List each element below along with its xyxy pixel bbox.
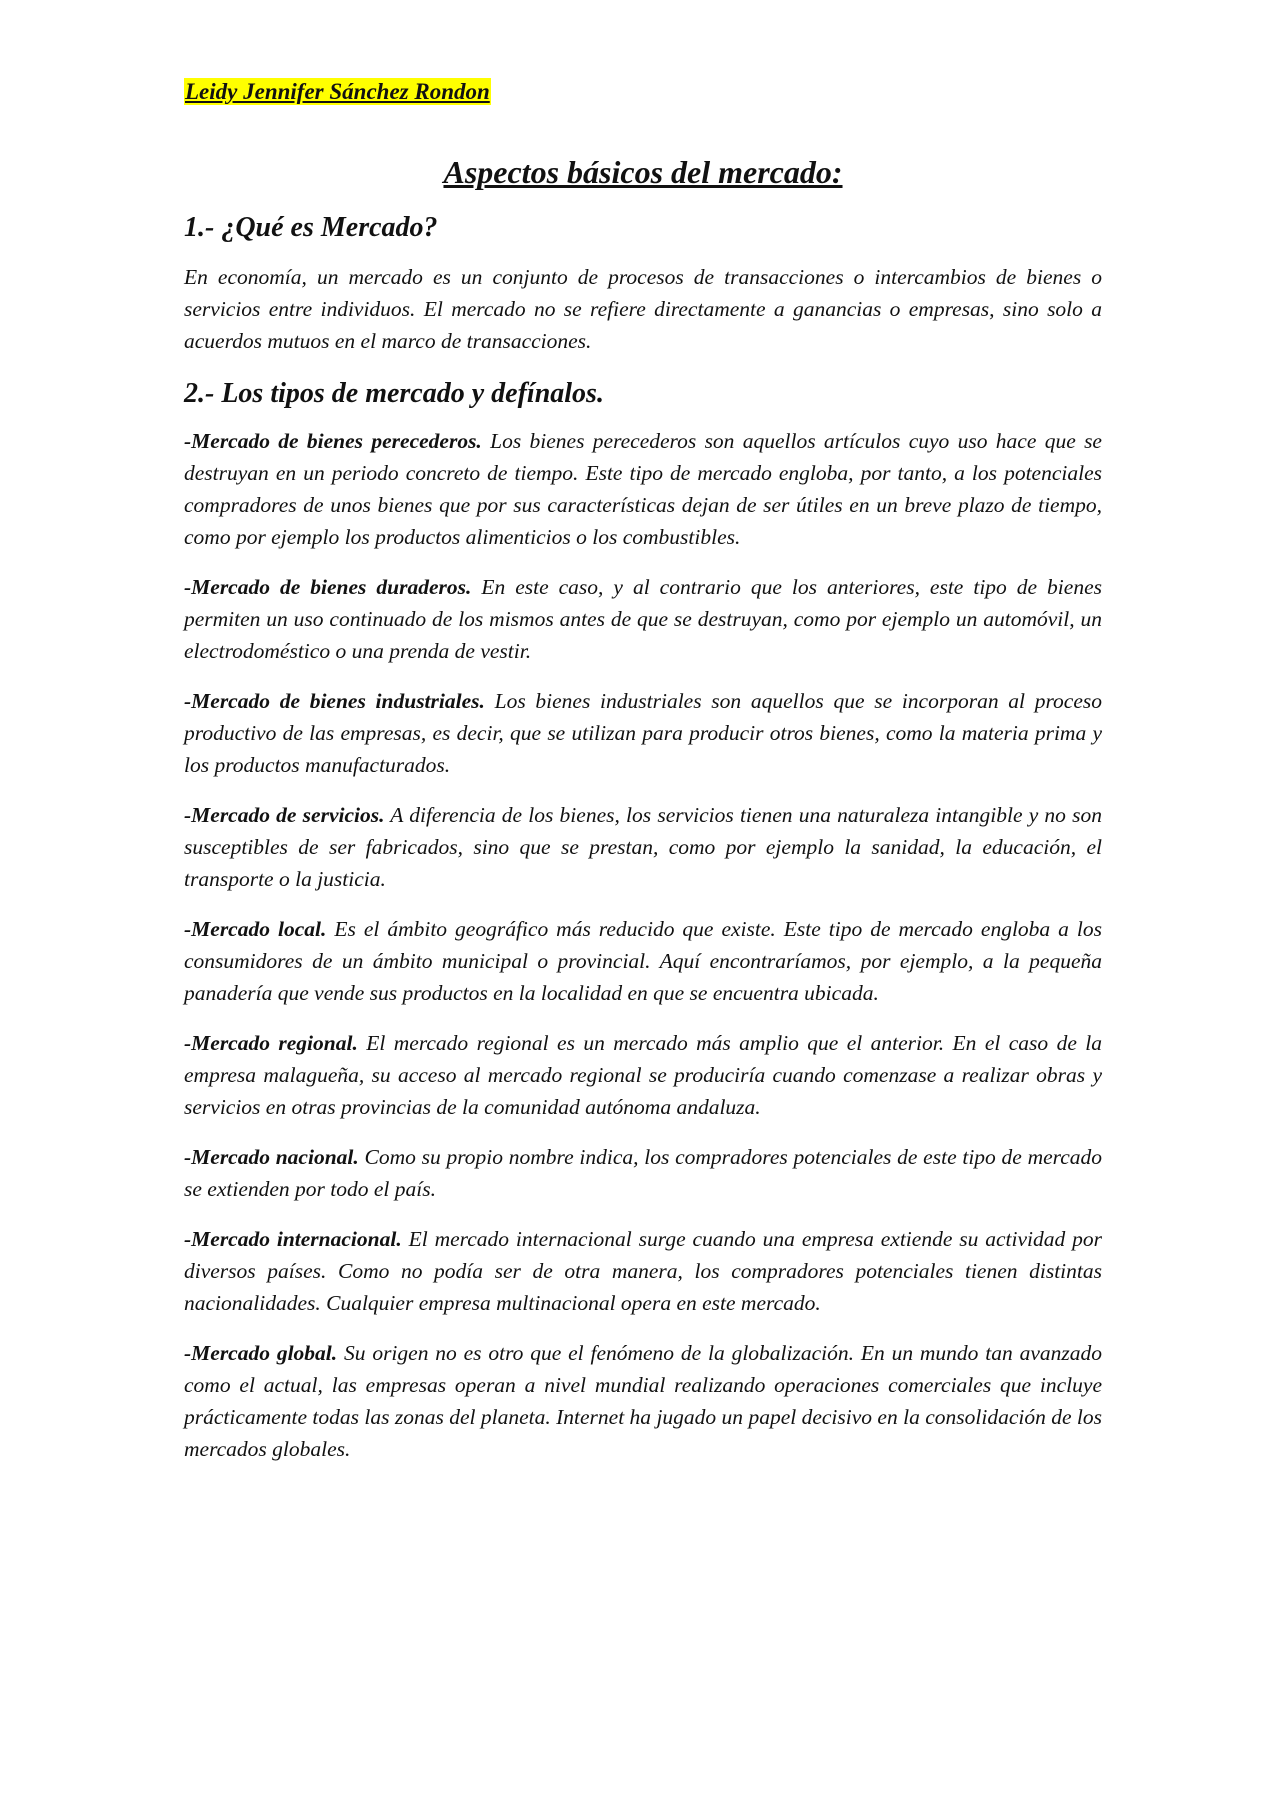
definition-paragraph bbox=[184, 685, 1102, 781]
definition-term: -Mercado de servicios. bbox=[184, 803, 385, 827]
author-name: Leidy Jennifer Sánchez Rondon bbox=[185, 79, 490, 104]
definition-text: Es el ámbito geográfico más reducido que existe. Este tipo de mercado engloba a los consumidores de un ámbito municipal o provincial. Aquí encontraríamos, por ejemplo, a la pequeña panadería que vende sus productos en la localidad en que se encuentra ubicada. bbox=[184, 917, 1102, 1005]
definition-paragraph bbox=[184, 1337, 1102, 1465]
document-title: Aspectos básicos del mercado: bbox=[443, 154, 843, 190]
definition-term: -Mercado de bienes duraderos. bbox=[184, 575, 472, 599]
definition-paragraph bbox=[184, 1027, 1102, 1123]
section-paragraph-definicion: En economía, un mercado es un conjunto de procesos de transacciones o intercambios de bienes o servicios entre individuos. El mercado no se refiere directamente a ganancias o empresas, sino solo a acuerdos mutuos en el marco de transacciones. bbox=[184, 265, 1102, 353]
definition-text: En este caso, y al contrario que los anteriores, este tipo de bienes permiten un uso continuado de los mismos antes de que se destruyan, como por ejemplo un automóvil, un electrodoméstico o una prenda de vestir. bbox=[184, 575, 1102, 663]
section-heading-que-es-mercado: 1.- ¿Qué es Mercado? bbox=[184, 212, 438, 243]
definition-paragraph bbox=[184, 1223, 1102, 1319]
definition-term: -Mercado de bienes perecederos. bbox=[184, 429, 482, 453]
definition-term: -Mercado internacional. bbox=[184, 1227, 402, 1251]
definition-text: A diferencia de los bienes, los servicios tienen una naturaleza intangible y no son susceptibles de ser fabricados, sino que se prestan, como por ejemplo la sanidad, la educación, el transporte o la justicia. bbox=[184, 803, 1102, 891]
definition-text: Su origen no es otro que el fenómeno de la globalización. En un mundo tan avanzado como el actual, las empresas operan a nivel mundial realizando operaciones comerciales que incluye prácticamente todas las zonas del planeta. Internet ha jugado un papel decisivo en la consolidación de los mercados globales. bbox=[184, 1341, 1102, 1461]
definition-term: -Mercado local. bbox=[184, 917, 327, 941]
definition-text: Los bienes perecederos son aquellos artículos cuyo uso hace que se destruyan en un periodo concreto de tiempo. Este tipo de mercado engloba, por tanto, a los potenciales compradores de unos bienes que por sus características dejan de ser útiles en un breve plazo de tiempo, como por ejemplo los productos alimenticios o los combustibles. bbox=[184, 429, 1102, 549]
definition-term: -Mercado de bienes industriales. bbox=[184, 689, 485, 713]
definition-term: -Mercado regional. bbox=[184, 1031, 358, 1055]
definition-term: -Mercado nacional. bbox=[184, 1145, 359, 1169]
definition-paragraph bbox=[184, 799, 1102, 895]
definition-text: El mercado regional es un mercado más amplio que el anterior. En el caso de la empresa malagueña, su acceso al mercado regional se produciría cuando comenzase a realizar obras y servicios en otras provincias de la comunidad autónoma andaluza. bbox=[184, 1031, 1102, 1119]
definition-paragraph bbox=[184, 913, 1102, 1009]
definition-term: -Mercado global. bbox=[184, 1341, 338, 1365]
section-heading-tipos-de-mercado: 2.- Los tipos de mercado y defínalos. bbox=[184, 378, 604, 409]
definition-text: Los bienes industriales son aquellos que se incorporan al proceso productivo de las empresas, es decir, que se utilizan para producir otros bienes, como la materia prima y los productos manufacturados. bbox=[184, 689, 1102, 777]
definition-text: Como su propio nombre indica, los compradores potenciales de este tipo de mercado se extienden por todo el país. bbox=[184, 1145, 1103, 1201]
definition-text: El mercado internacional surge cuando una empresa extiende su actividad por diversos países. Como no podía ser de otra manera, los compradores potenciales tienen distintas nacionalidades. Cualquier empresa multinacional opera en este mercado. bbox=[184, 1227, 1103, 1315]
definition-paragraph bbox=[184, 1141, 1102, 1205]
definition-paragraph bbox=[184, 425, 1102, 553]
definition-paragraph bbox=[184, 571, 1102, 667]
